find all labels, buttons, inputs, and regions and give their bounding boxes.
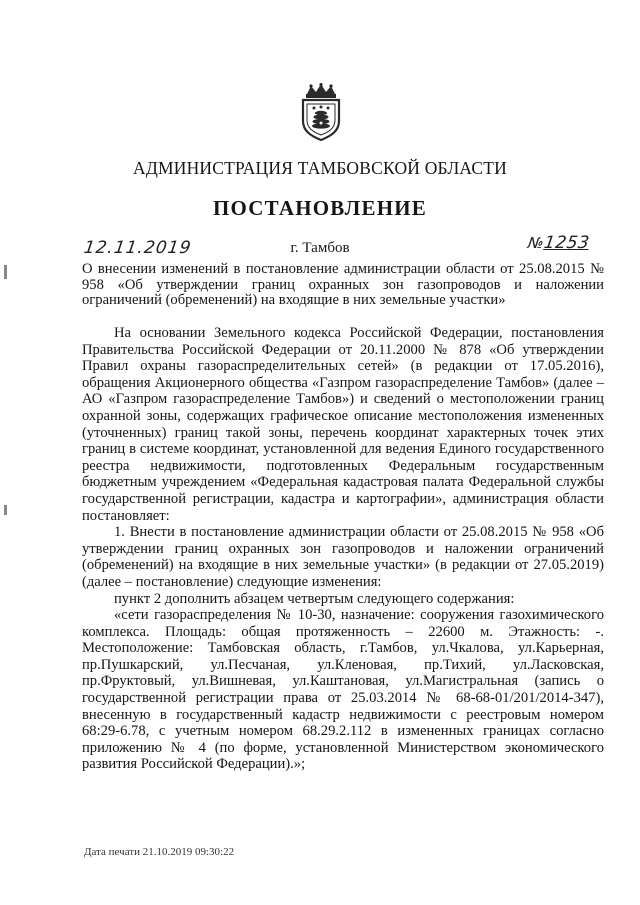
handwritten-document-number: [527, 233, 591, 253]
document-type-title: ПОСТАНОВЛЕНИЕ: [212, 196, 428, 220]
scan-edge-mark: [4, 505, 7, 515]
number-sign: №: [526, 234, 546, 252]
scan-edge-mark: [4, 265, 7, 279]
number-value: 1253: [542, 233, 591, 253]
city: г. Тамбов: [290, 240, 350, 256]
body-paragraph-network-description: «сети газораспределения № 10-30, назначение: сооружения газохимического комплекса. Площадь: общая протяженность – 22600 м. Этажность: -. Местоположение: Тамбовская область, г.Тамбов, ул.Чкалова, ул.Карьерная, пр.Пушкарский, ул.Песчаная, ул.Кленовая, пр.Тихий, ул.Ласковская, пр.Фруктовый, ул.Вишневая, ул.Каштановая, ул.Магистральная (запись о государственной регистрации права от 25.03.2014 № 68-68-01/201/2014-347), внесенную в государственный кадастр недвижимости с реестровым номером 68:29-6.78, с учетным номером 68.29.2.112 в измененных границах согласно приложению № 4 (по форме, установленной Министерством экономического развития Российской Федерации).»;: [82, 607, 604, 773]
body-paragraph-item-1: 1. Внести в постановление администрации области от 25.08.2015 № 958 «Об утверждении границ охранных зон газопроводов и наложении ограничений (обременений) на входящие в них земельные участки» (в редакции от 27.05.2019) (далее – постановление) следующие изменения:: [82, 524, 604, 590]
subject-text: О внесении изменений в постановление администрации области от 25.08.2015 № 958 «Об утверждении границ охранных зон газопроводов и наложении ограничений (обременений) на входящие в них земельные участки»: [82, 261, 604, 308]
organization-name: АДМИНИСТРАЦИЯ ТАМБОВСКОЙ ОБЛАСТИ: [133, 158, 507, 178]
handwritten-date: 12.11.2019: [82, 238, 193, 258]
body-paragraph-point-2: пункт 2 дополнить абзацем четвертым следующего содержания:: [114, 590, 515, 607]
document-body: [82, 325, 604, 773]
document-subject: [82, 262, 604, 309]
coat-of-arms-icon: [298, 83, 344, 141]
print-date-footer: Дата печати 21.10.2019 09:30:22: [84, 846, 235, 858]
body-paragraph-basis: На основании Земельного кодекса Российской Федерации, постановления Правительства Российской Федерации от 20.11.2000 № 878 «Об утверждении Правил охраны газораспределительных сетей» (в редакции от 17.05.2016), обращения Акционерного общества «Газпром газораспределение Тамбов» (далее – АО «Газпром газораспределение Тамбов») и сведений о местоположении границ охранной зоны, содержащих графическое описание местоположения измененных (уточненных) границ такой зоны, перечень координат характерных точек этих границ в системе координат, установленной для ведения Единого государственного реестра недвижимости, подготовленных Федеральным государственным бюджетным учреждением «Федеральная кадастровая палата Федеральной службы государственной регистрации, кадастра и картографии», администрация области постановляет:: [82, 325, 604, 524]
